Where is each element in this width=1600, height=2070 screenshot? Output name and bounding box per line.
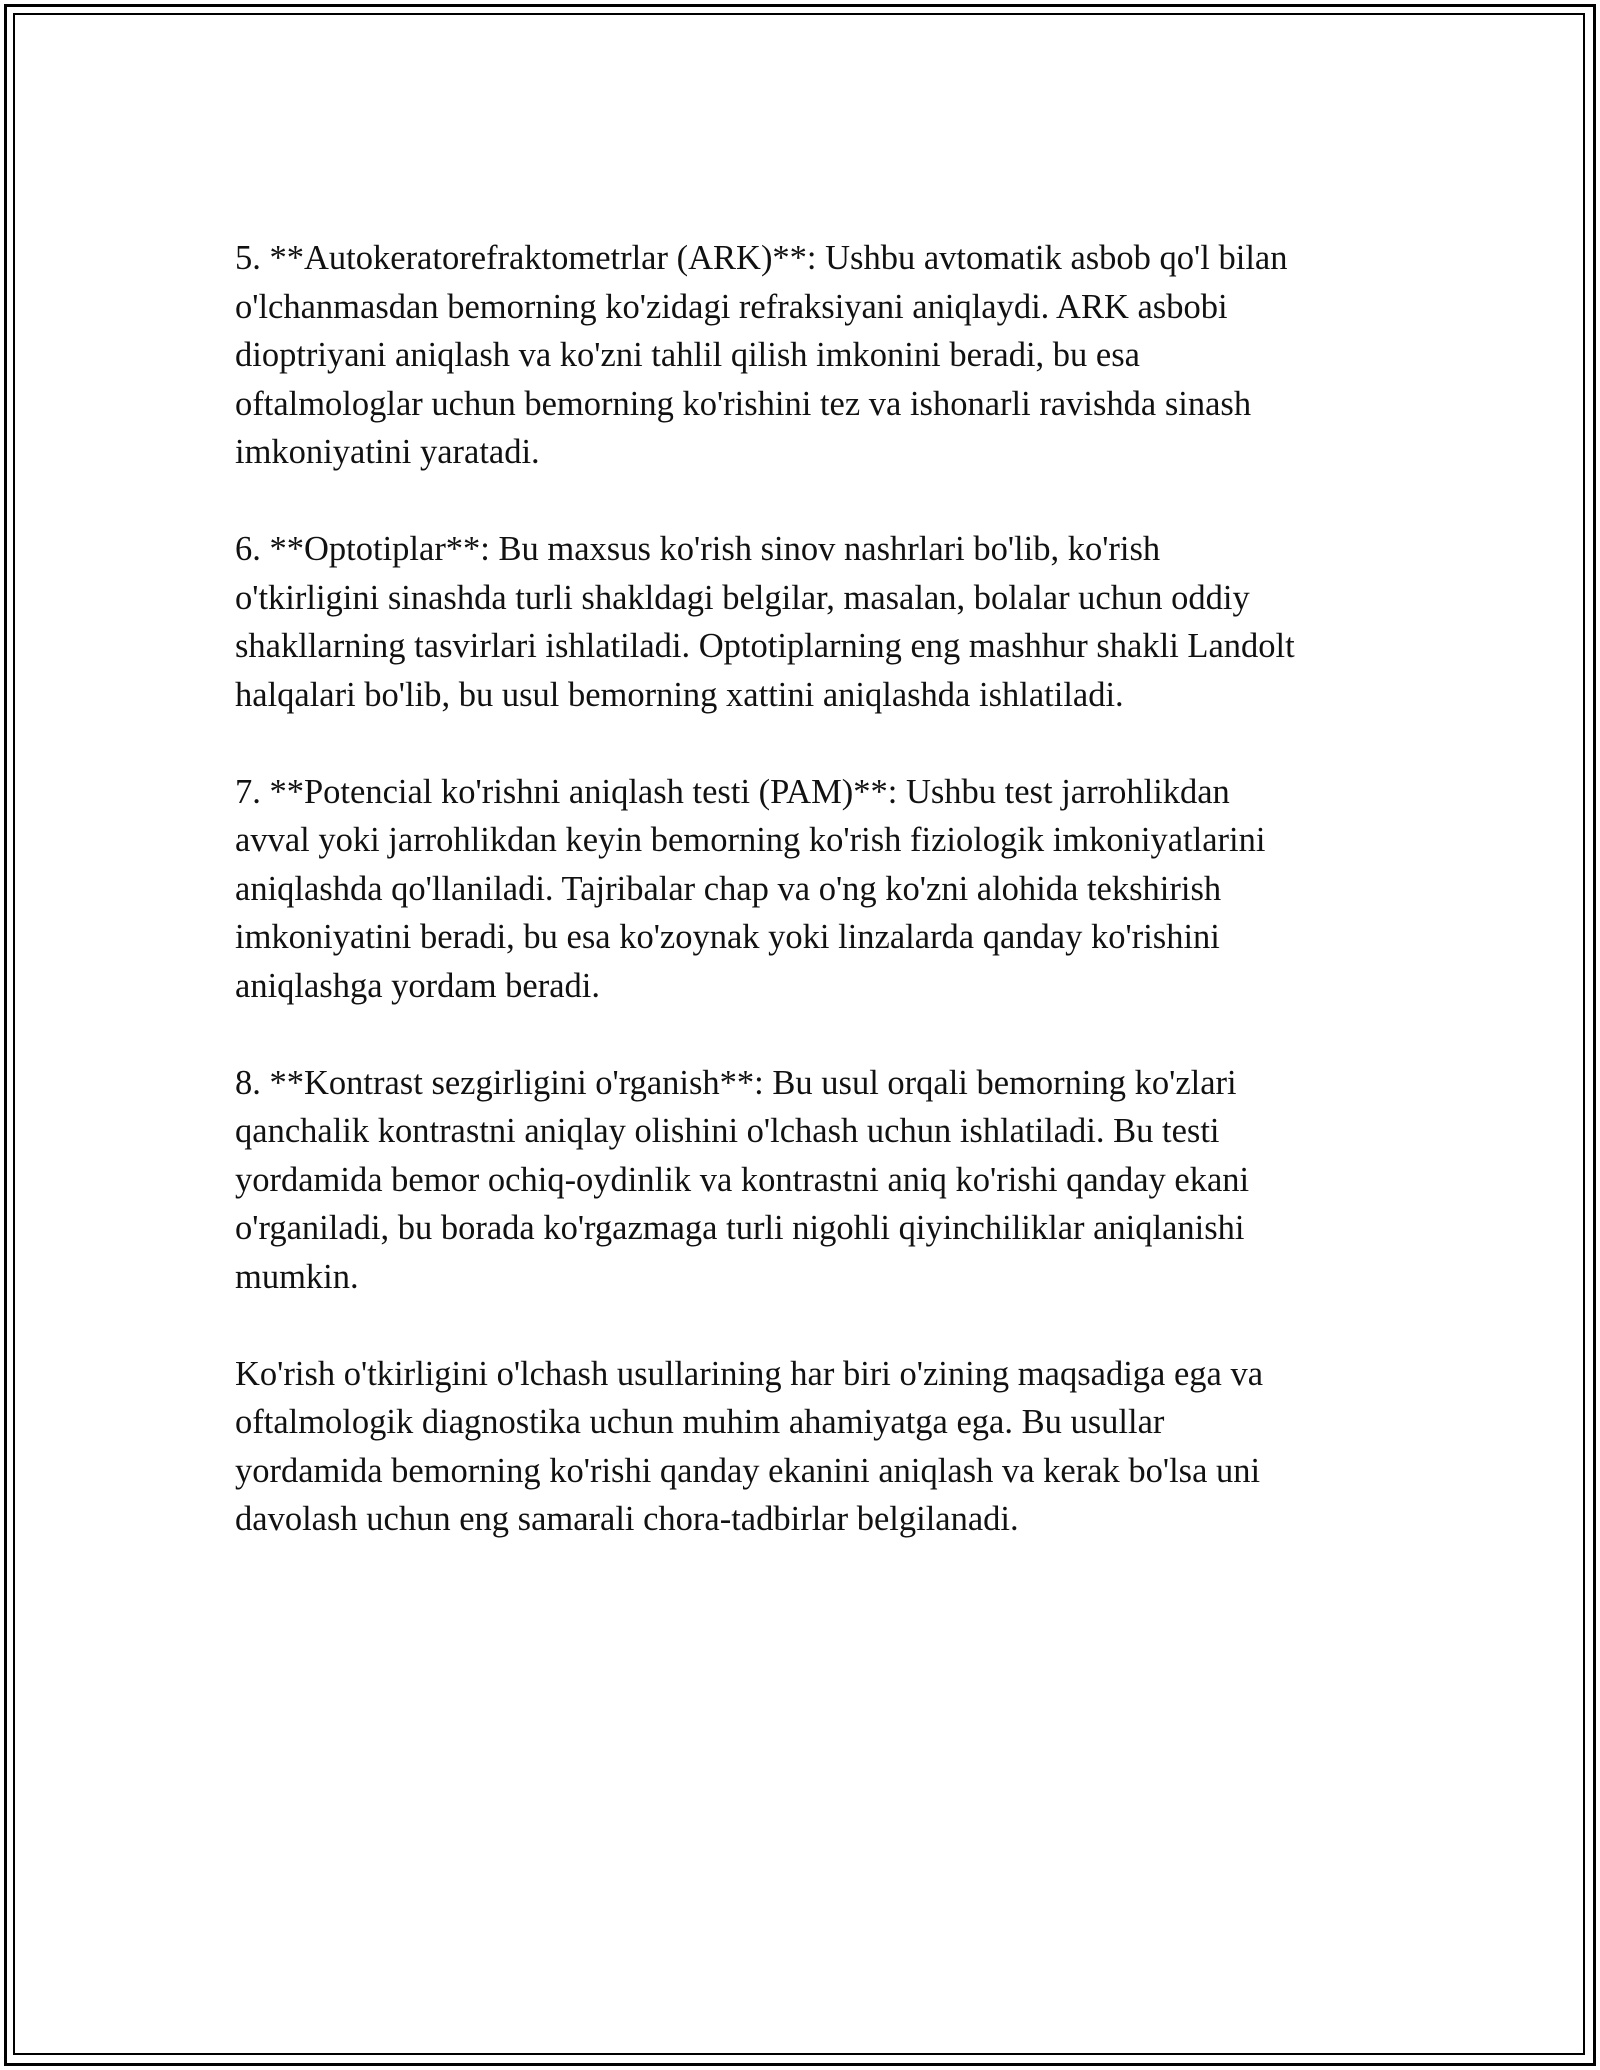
text-line: dioptriyani aniqlash va ko'zni tahlil qilish imkonini beradi, bu esa [235, 336, 1140, 374]
text-line: o'tkirligini sinashda turli shakldagi belgilar, masalan, bolalar uchun oddiy [235, 578, 1250, 617]
text-line: yordamida bemorning ko'rishi qanday ekanini aniqlash va kerak bo'lsa uni [235, 1451, 1261, 1490]
text-line: shakllarning tasvirlari ishlatiladi. Optotiplarning eng mashhur shakli Landolt [235, 627, 1295, 665]
text-line: qanchalik kontrastni aniqlay olishini o'lchash uchun ishlatiladi. Bu testi [235, 1112, 1220, 1150]
text-line: 5. **Autokeratorefraktometrlar (ARK)**: Ushbu avtomatik asbob qo'l bilan [235, 239, 1288, 277]
paragraph-ark [235, 234, 1375, 477]
paragraph-optotiplar [235, 525, 1375, 719]
text-line: o'rganiladi, bu borada ko'rgazmaga turli nigohli qiyinchiliklar aniqlanishi [235, 1209, 1245, 1247]
text-line: halqalari bo'lib, bu usul bemorning xattini aniqlashda ishlatiladi. [235, 675, 1124, 714]
text-line: oftalmologlar uchun bemorning ko'rishini tez va ishonarli ravishda sinash [235, 384, 1252, 423]
paragraph-pam [235, 768, 1375, 1011]
text-line: o'lchanmasdan bemorning ko'zidagi refraksiyani aniqlaydi. ARK asbobi [235, 287, 1228, 326]
text-line: Ko'rish o'tkirligini o'lchash usullarining har biri o'zining maqsadiga ega va [235, 1354, 1264, 1393]
paragraph-kontrast [235, 1059, 1375, 1302]
text-line: imkoniyatini beradi, bu esa ko'zoynak yoki linzalarda qanday ko'rishini [235, 918, 1220, 956]
text-line: 6. **Optotiplar**: Bu maxsus ko'rish sinov nashrlari bo'lib, ko'rish [235, 530, 1161, 568]
text-line: davolash uchun eng samarali chora-tadbirlar belgilanadi. [235, 1500, 1019, 1538]
text-line: oftalmologik diagnostika uchun muhim ahamiyatga ega. Bu usullar [235, 1403, 1165, 1441]
text-line: yordamida bemor ochiq-oydinlik va kontrastni aniq ko'rishi qanday ekani [235, 1160, 1250, 1199]
text-line: 8. **Kontrast sezgirligini o'rganish**: Bu usul orqali bemorning ko'zlari [235, 1063, 1237, 1102]
text-line: imkoniyatini yaratadi. [235, 433, 540, 471]
text-line: avval yoki jarrohlikdan keyin bemorning ko'rish fiziologik imkoniyatlarini [235, 821, 1266, 859]
paragraph-conclusion [235, 1350, 1375, 1544]
document-body [235, 234, 1375, 1592]
text-line: aniqlashga yordam beradi. [235, 966, 600, 1005]
text-line: mumkin. [235, 1257, 359, 1296]
text-line: aniqlashda qo'llaniladi. Tajribalar chap va o'ng ko'zni alohida tekshirish [235, 869, 1222, 908]
text-line: 7. **Potencial ko'rishni aniqlash testi (PAM)**: Ushbu test jarrohlikdan [235, 772, 1230, 811]
